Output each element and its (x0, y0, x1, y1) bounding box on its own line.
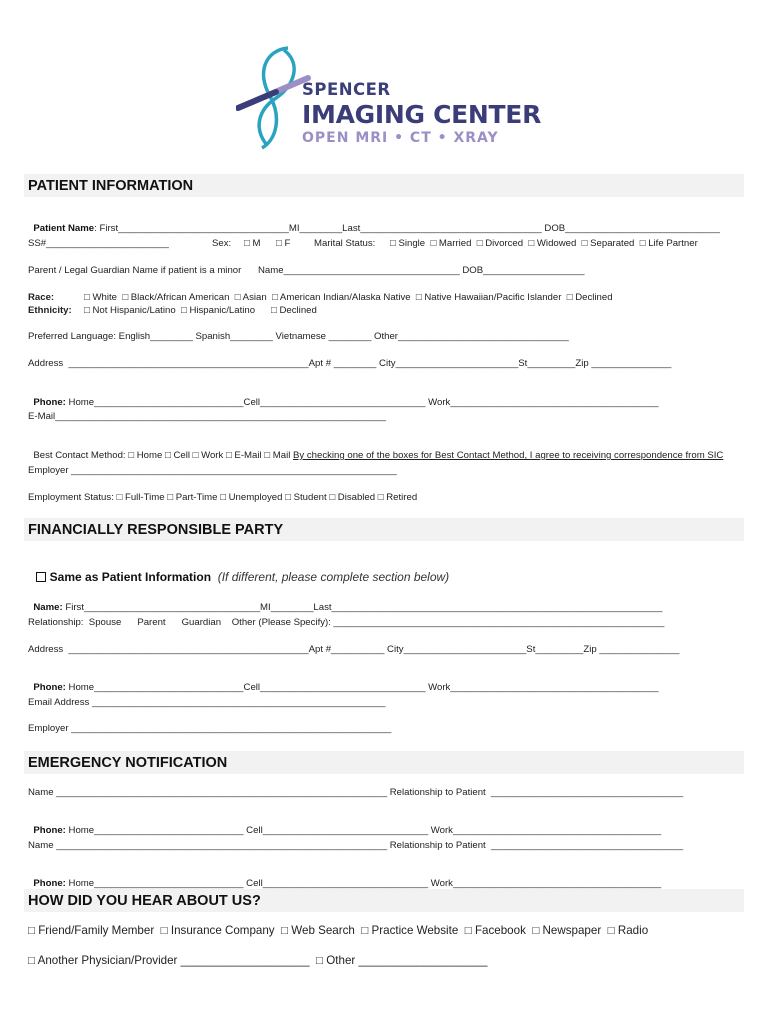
same-as-patient-label: Same as Patient Information (49, 570, 212, 584)
sex-label: Sex: (212, 238, 232, 249)
phone-label: Phone: (33, 825, 66, 836)
phone-row[interactable] (28, 385, 658, 409)
patient-name-row[interactable] (28, 211, 720, 235)
patient-name-fields[interactable]: : First________________________________MI________Last__________________________________ DOB_____________________________ (94, 223, 720, 234)
emergency-name-row-1[interactable]: Name ______________________________________________________________ Relationship to Patient ____________________________________ (28, 787, 684, 798)
sex-m-checkbox[interactable]: □ M (244, 238, 261, 249)
emergency-phone-row-2[interactable] (28, 866, 661, 890)
phone-label: Phone: (33, 682, 66, 693)
logo-tagline: OPEN MRI • CT • XRAY (302, 129, 499, 146)
contact-method-row[interactable] (28, 438, 723, 462)
marital-options[interactable]: □ Single □ Married □ Divorced □ Widowed □ Separated □ Life Partner (390, 238, 698, 249)
financial-name-label: Name: (33, 602, 63, 613)
logo-line-spencer: SPENCER (302, 80, 391, 99)
section-title: PATIENT INFORMATION (28, 178, 194, 194)
financial-relationship-row[interactable]: Relationship: Spouse Parent Guardian Other (Please Specify): ______________________________________________________________ (28, 617, 665, 628)
section-header-financial (24, 518, 744, 541)
phone-label: Phone: (33, 397, 66, 408)
section-header-patient (24, 174, 744, 197)
same-as-patient-note: (If different, please complete section below) (217, 570, 450, 584)
section-title: EMERGENCY NOTIFICATION (28, 755, 228, 771)
race-label: Race: (28, 292, 55, 303)
financial-employer-row[interactable]: Employer ____________________________________________________________ (28, 723, 392, 734)
same-as-patient-row[interactable] (29, 556, 449, 584)
employment-status-row[interactable]: Employment Status: □ Full-Time □ Part-Time □ Unemployed □ Student □ Disabled □ Retired (28, 492, 418, 503)
section-header-referral (24, 889, 744, 912)
emergency-phone-row-1[interactable] (28, 813, 661, 837)
emergency-name-row-2[interactable]: Name ______________________________________________________________ Relationship to Patient ____________________________________ (28, 840, 684, 851)
sex-f-checkbox[interactable]: □ F (276, 238, 291, 249)
guardian-fields[interactable]: Name_________________________________ DOB___________________ (258, 265, 585, 276)
preferred-language-row[interactable]: Preferred Language: English________ Spanish________ Vietnamese ________ Other________________________________ (28, 331, 569, 342)
ethnicity-label: Ethnicity: (28, 305, 72, 316)
employer-row[interactable]: Employer _____________________________________________________________ (28, 465, 397, 476)
logo-line-imaging-center: IMAGING CENTER (302, 99, 542, 129)
financial-name-row[interactable] (28, 590, 662, 614)
phone-label: Phone: (33, 878, 66, 889)
guardian-label: Parent / Legal Guardian Name if patient is a minor (28, 265, 242, 276)
emergency-phone-fields-2[interactable]: Home____________________________ Cell_______________________________ Work_______________________________________ (65, 878, 662, 889)
ethnicity-options[interactable]: □ Not Hispanic/Latino □ Hispanic/Latino □ Declined (84, 305, 317, 316)
financial-email-row[interactable]: Email Address _______________________________________________________ (28, 697, 386, 708)
same-as-patient-checkbox[interactable] (36, 572, 46, 582)
section-title: FINANCIALLY RESPONSIBLE PARTY (28, 522, 284, 538)
financial-name-fields[interactable]: First_________________________________MI________Last______________________________________________________________ (62, 602, 663, 613)
referral-options-row-1[interactable]: □ Friend/Family Member □ Insurance Company □ Web Search □ Practice Website □ Facebook □ Newspaper □ Radio (28, 924, 649, 937)
race-options[interactable]: □ White □ Black/African American □ Asian □ American Indian/Alaska Native □ Native Hawaiian/Pacific Islander □ Declined (84, 292, 613, 303)
address-row[interactable]: Address _____________________________________________Apt # ________ City_______________________St_________Zip _______________ (28, 358, 672, 369)
section-header-emergency (24, 751, 744, 774)
financial-phone-fields[interactable]: Home____________________________Cell_______________________________ Work_______________________________________ (65, 682, 659, 693)
financial-phone-row[interactable] (28, 670, 658, 694)
section-title: HOW DID YOU HEAR ABOUT US? (28, 893, 261, 909)
phone-fields[interactable]: Home____________________________Cell_______________________________ Work_______________________________________ (65, 397, 659, 408)
ssn-field[interactable]: SS#_______________________ (28, 238, 169, 249)
logo (236, 44, 542, 150)
emergency-phone-fields-1[interactable]: Home____________________________ Cell_______________________________ Work_______________________________________ (65, 825, 662, 836)
referral-options-row-2[interactable]: □ Another Physician/Provider ____________________ □ Other ____________________ (28, 954, 488, 967)
email-row[interactable]: E-Mail______________________________________________________________ (28, 411, 386, 422)
financial-address-row[interactable]: Address _____________________________________________Apt #__________ City_______________________St_________Zip _______________ (28, 644, 680, 655)
contact-method-options[interactable]: Best Contact Method: □ Home □ Cell □ Work □ E-Mail □ Mail (33, 450, 293, 461)
contact-consent-note: By checking one of the boxes for Best Contact Method, I agree to receiving correspondence from SIC (293, 450, 724, 461)
marital-label: Marital Status: (314, 238, 376, 249)
patient-name-label: Patient Name (33, 223, 95, 234)
